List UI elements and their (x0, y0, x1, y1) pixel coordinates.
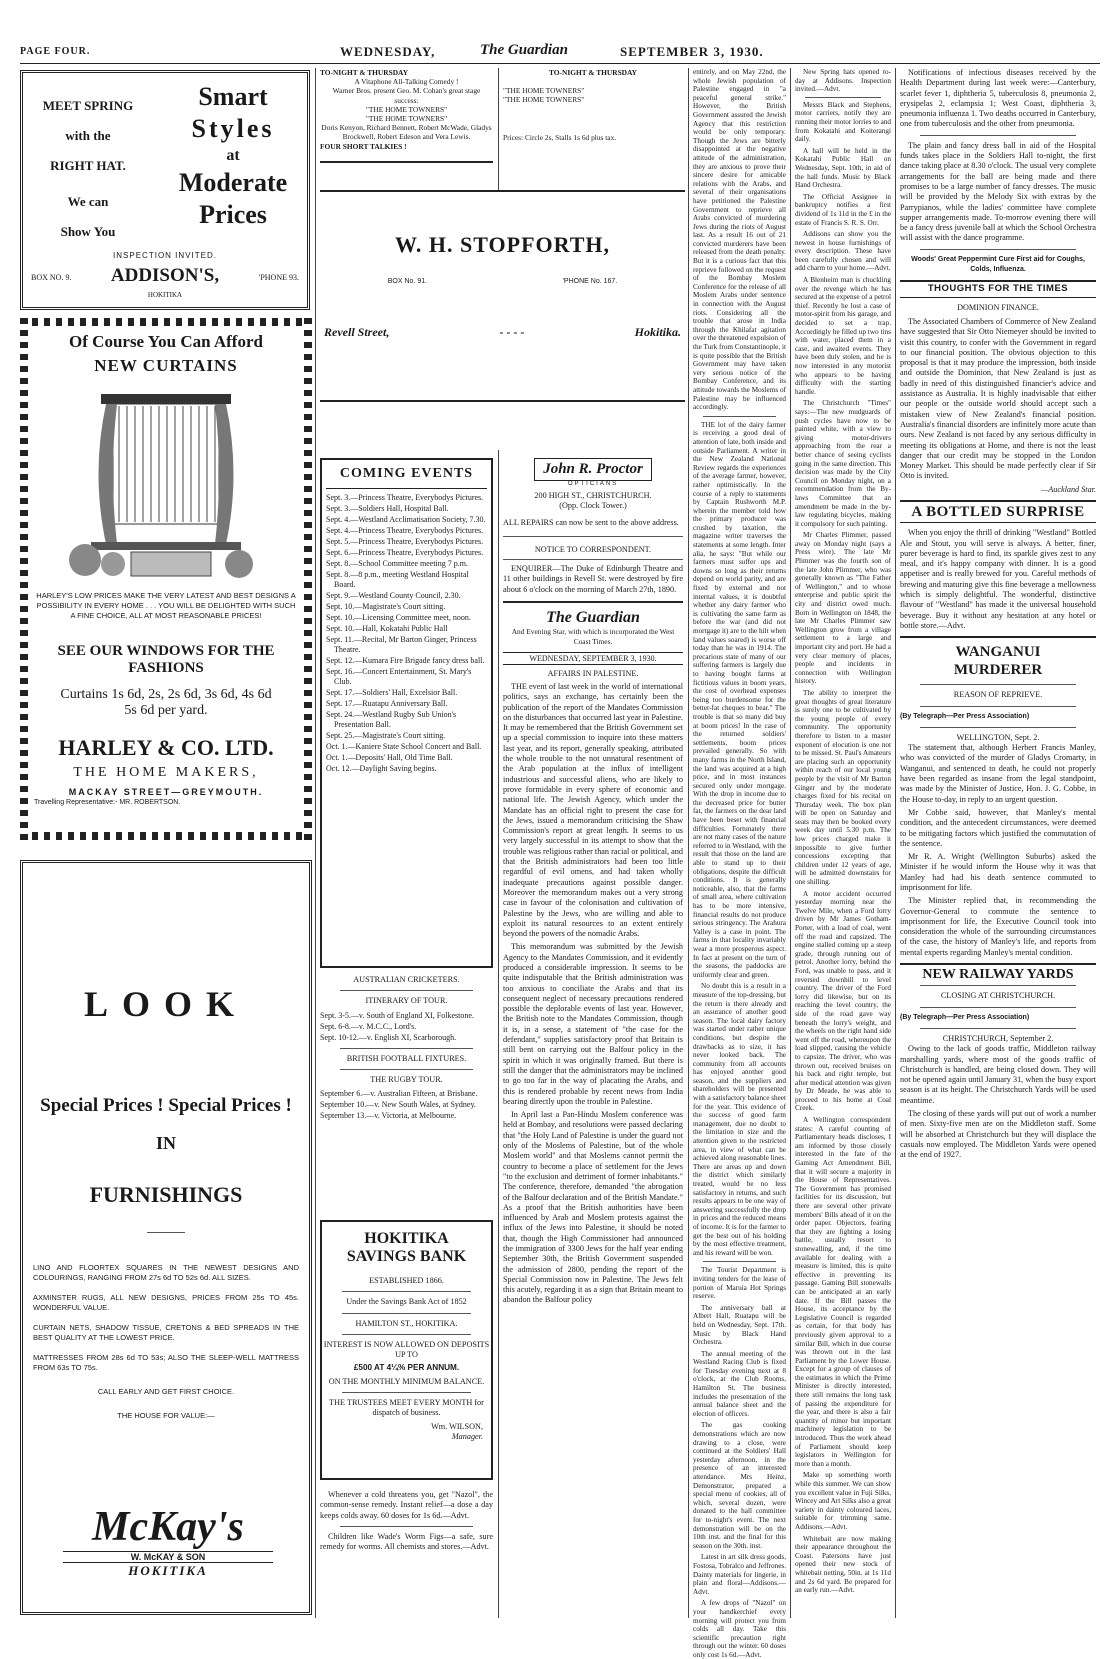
divider (340, 1069, 473, 1070)
harley-advert (20, 318, 312, 806)
proctor-address: 200 HIGH ST., CHRISTCHURCH. (534, 491, 652, 500)
divider (703, 416, 776, 417)
editorial-heading: AFFAIRS IN PALESTINE. (547, 668, 639, 678)
news-paragraph: A few drops of "Nazol" on your handkerchief every morning will protect you from colds all day. Take this scientific precaution right through out the winter. 60 doses only cost 1s 6d.—Advt. (693, 1599, 786, 1659)
heading-line: WANGANUI (955, 644, 1041, 661)
dateline: CHRISTCHURCH, September 2. (942, 1033, 1054, 1043)
list-item: Sept. 8.—8 p.m., meeting Westland Hospital Board. (326, 570, 469, 589)
divider (340, 990, 473, 991)
stopforth-phone: 'PHONE No. 167. (562, 278, 618, 285)
divider (920, 1007, 1076, 1008)
harley-windows: FASHIONS (128, 660, 204, 676)
divider (900, 636, 1096, 638)
theatre-heading: TO-NIGHT & THURSDAY (320, 68, 409, 77)
rugby-heading: THE RUGBY TOUR. (370, 1074, 443, 1084)
theatre-line: Prices: Circle 2s, Stalls 1s 6d plus tax. (503, 132, 617, 142)
news-paragraph: The annual meeting of the Westland Racing Club is fixed for Tuesday evening next at 8 o'clock, at the Club Rooms, Hamilton St. The business includes the presentation of the annual balance sheet and the election of officers. (693, 1349, 786, 1418)
news-paragraph: Mr Charles Plimmer, passed away on Monday night (says a Press wire). The late Mr Plimmer was the fourth son of the late John Plimmer, who was generally known as "The Father of Wellington," and to whose enterprise and public spirit the city and district owed much. Born in Wellington on 1848, the late Mr Charles Plimmer saw Wellington grow from a village settlement to a large and important city and port. He had a very clear memory of places, people and incidents in connection with Wellington history. (795, 531, 891, 686)
news-paragraph: Make up something worth while this summer. We can show you excellent value in Fuji Silks, Wincey and Art Silks also a great variety in dainty coloured laces, suitable for trimming same. Addisons.—Advt. (795, 1471, 891, 1531)
worm-figs-advert: Children like Wade's Worm Figs—a safe, sure remedy for worms. All chemists and stores.—Advt. (320, 1531, 493, 1552)
list-item: Sept. 3.—Soldiers Hall, Hospital Ball. (326, 504, 449, 513)
list-item: Sept. 8.—School Committee meeting 7 p.m. (326, 559, 468, 568)
rugby-list (320, 1089, 493, 1121)
list-item: Sept. 10.—Magistrate's Court sitting. (326, 602, 446, 611)
addisons-advert (20, 70, 310, 310)
news-paragraph: The anniversary ball at Albert Hall, Ruatapu will be held on Wednesday, Sept. 17th. Music by Black Hand Orchestra. (693, 1303, 786, 1347)
stopforth-town: Hokitika. (634, 325, 681, 339)
bank-interest: ON THE MONTHLY MINIMUM BALANCE. (328, 1376, 485, 1386)
list-item: Sept. 4.—Westland Acclimatisation Society, 7.30. (326, 515, 486, 524)
list-item: Sept. 12.—Kumara Fire Brigade fancy dress ball. (326, 656, 485, 665)
mckay-logo-sub: W. McKAY & SON (63, 1551, 273, 1563)
bank-signature: Wm. WILSON, (431, 1421, 483, 1431)
theatre-line: "THE HOME TOWNERS" (503, 95, 585, 105)
column-6 (900, 68, 1096, 1618)
mckay-look: LOOK (83, 984, 249, 1024)
list-item: September 13.—v. Victoria, at Melbourne. (320, 1111, 457, 1121)
mckay-item: AXMINSTER RUGS, ALL NEW DESIGNS, PRICES FROM 25s TO 45s. WONDERFUL VALUE. (33, 1293, 299, 1312)
mckay-logo (63, 1503, 273, 1593)
editorial (503, 669, 683, 1306)
curtain-window-illustration (61, 384, 271, 584)
railway-yards-heading: NEW RAILWAY YARDS (922, 967, 1074, 983)
news-paragraph: Whitebait are now making their appearance throughout the Coast. Patersons have just opened their new stock of whitebait netting, 50in. at 1s 11d and 2s 6d yard. Be prepared for an early run.—Advt. (795, 1534, 891, 1595)
news-paragraph: Addisons can show you the newest in house furnishings of every description. These have been carefully chosen and will add charm to your home.—Advt. (795, 230, 891, 273)
mckay-item: MATTRESSES FROM 28s 6d TO 53s; ALSO THE SLEEP-WELL MATTRESS FROM 63s TO 75s. (33, 1353, 299, 1372)
proctor-clock: (Opp. Clock Tower.) (559, 501, 627, 511)
addisons-line: Smart (198, 82, 268, 111)
mckay-item: LINO AND FLOORTEX SQUARES IN THE NEWEST DESIGNS AND COLOURINGS, RANGING FROM 27s 6d TO 52s 6d. ALL SIZES. (33, 1263, 299, 1282)
divider (920, 727, 1076, 728)
checker-border (20, 832, 312, 840)
divider (920, 985, 1076, 986)
theatre-line: Warner Bros. present Geo. M. Cohan's great stage success: (332, 86, 481, 105)
harley-windows: SEE OUR WINDOWS FOR THE (57, 643, 275, 659)
mckay-item: CURTAIN NETS, SHADOW TISSUE, CRETONS & BED SPREADS IN THE BEST QUALITY AT THE LOWEST PRICE. (33, 1323, 299, 1342)
reprieve-subheading: REASON OF REPRIEVE. (953, 690, 1043, 700)
mckay-item: THE HOUSE FOR VALUE:— (117, 1411, 215, 1420)
correspondent-notice (503, 545, 683, 595)
thoughts-heading-wrap (900, 280, 1096, 297)
guardian-date: WEDNESDAY, SEPTEMBER 3, 1930. (503, 652, 683, 665)
harley-prices: 5s 6d per yard. (124, 703, 208, 718)
bank-trustees: THE TRUSTEES MEET EVERY MONTH for dispatch of business. (329, 1398, 484, 1418)
list-item: Sept. 10.—Hall, Kokatahi Public Hall (326, 624, 448, 633)
notice-body: ENQUIRER—The Duke of Edinburgh Theatre and 11 other buildings in Revell St. were destroyed by fire about 6 o'clock on the morning of March 27th, 1890. (503, 564, 683, 594)
divider (147, 1232, 185, 1233)
column-rule (895, 68, 896, 1618)
list-item: Oct. 12.—Daylight Saving begins. (326, 764, 437, 773)
list-item: Sept. 4.—Princess Theatre, Everybodys Pictures. (326, 526, 484, 535)
railway-subheading: CLOSING AT CHRISTCHURCH. (940, 991, 1056, 1001)
news-paragraph: Notifications of infectious diseases received by the Health Department during last week were:—Canterbury, scarlet fever 1, diphtheria 5, tuberculosis 8, pneumonia 2, erysipelas 2, eclampsia 1; West Coast, diphtheria 3, pneumonia influenza 1. Two deaths occurred in Canterbury, one from tuberculosis and the other from pneumonia. (900, 68, 1096, 129)
addisons-right-text (163, 81, 303, 231)
column-rule (790, 68, 791, 1618)
divider (900, 963, 1096, 965)
stopforth-street: Revell Street, (324, 325, 390, 339)
news-paragraph: The Associated Chambers of Commerce of New Zealand have suggested that Sir Otto Niemeyer should be invited to visit this country, to confer with the Government in regard to our financial position. The obvious objection to this proposal is that it may produce the impression, both inside and outside the Dominion, that New Zealand is just as badly in need of this distinguished financier's advice and assistance as Australia. It is highly inadvisable that either our people or the outside world should accept such a mistaken view of New Zealand's financial position. Australia's financial disorders are infinitely more acute than ours. New Zealand is not faced by any serious difficulty in meeting its obligations at Home, and there is not the least danger that our credit may be stopped in the London Money Market. This should be made perfectly clear if Sir Otto is invited. (900, 316, 1096, 481)
news-paragraph: entirely, and on May 22nd, the whole Jewish population of Palestine engaged in "a peaceful general strike." However, the British Government assured the Jewish Agency that this restriction would be only temporary. Though the Jews are bitterly disappointed at the negative attitude of the administration, they are anxious to prove their sincere desire for amicable relations with the Arabs, and several of their organisations have petitioned the Palestine Government to reprieve all Arabs convicted of murdering Jews during the riots of August last. As a result 16 out of 21 convicted murderers have been released from the death penalty. But it is a curious fact that this reprieve followed on the request of the Bombay Moslem Conference for the release of all Moslem Arabs under sentence in connection with the August riots. Considering all the trouble that arose in India through the Khilafat agitation over the threatened expulsion of the Turk from Constantinople, it is quite possible that the British Government may have taken very serious notice of the Bombay Conference, and its attitude towards the Moslems of Palestine may be influenced accordingly. (693, 68, 787, 412)
harley-body: HARLEY'S LOW PRICES MAKE THE VERY LATEST AND BEST DESIGNS A POSSIBILITY IN EVERY HOME . . . YOU WILL BE DELIGHTED WITH SUCH A FINE CHOICE, ALL AT MOST REASONABLE PRICES! (36, 591, 296, 620)
source-credit: —Auckland Star. (1040, 484, 1096, 494)
editorial-paragraph: THE event of last week in the world of international politics, says an exchange, has certainly been the publication of the report of the Mandates Commission on the disturbances that occurred last year in Palestine. It may be remembered that the British Government set up a special commission to inquire into these matters last year, and its report, generally speaking, attributed the whole trouble to the not unnatural resentment of the Arab population at the influx of intelligent industrious and successful aliens, who are likely to prove formidable in every sphere of economic and national life. The Jewish Agency, which under the Mandate has an official right to present the case for the Jews, issued a memorandum criticising the Shaw Commission's report at great length. It seems to us very largely successful in its attempt to show that the trouble was religious rather than racial or political, and that the British administrators had been too little regardful of evil omens, and had taken wholly inadequate precautions against possible danger. Moreover the memorandum makes out a very strong case in favour of the colonisation and cultivation of Palestine by the Jews, who are willing and able to exploit its natural resources to an extent entirely beyond the powers of the nomadic Arabs. (503, 681, 683, 939)
guardian-title: The Guardian (546, 609, 640, 627)
proctor-sub: OPTICIANS (567, 481, 619, 487)
addisons-left-text (33, 91, 143, 247)
news-paragraph: The statement that, although Herbert Francis Manley, who was convicted of the murder of Gladys Cromarty, in Wanganui, and sentenced to death, he could not properly have been regarded as insane from the legal standpoint, was made by the Minister of Justice, Hon. J. G. Cobbe, in the House to-day, in reply to an urgent question. (900, 743, 1096, 804)
news-paragraph: The Tourist Department is inviting tenders for the lease of portion of Maruia Hot Springs reserve. (693, 1266, 786, 1301)
news-paragraph: The Christchurch "Times" says:—The new mudguards of push cycles have now to be painted white, with a view to giving motor-drivers approaching from the rear a better chance of seeing cyclists going in the same direction. This decision was made by the City Council on Monday night, on a recommendation from the By-laws Committee that an amendment be made in the by-law regulating bicycles, making it compulsory for such painting. (795, 399, 891, 528)
theatre-advert-right (503, 68, 683, 142)
news-paragraph: Mr Cobbe said, however, that Manley's mental condition, and the antecedent circumstances, were deemed to be mitigating factors which justified the commutation of the sentence. (900, 807, 1096, 848)
addisons-phone: 'PHONE 93. (258, 273, 299, 282)
list-item: Sept. 3.—Princess Theatre, Everybodys Pictures. (326, 493, 484, 502)
stopforth-contact (320, 278, 685, 285)
heading-line: MURDERER (953, 662, 1043, 679)
stopforth-address (320, 325, 685, 340)
list-item: Sept. 6.—Princess Theatre, Everybodys Pictures. (326, 548, 484, 557)
divider (805, 97, 881, 98)
news-paragraph: A Wellington correspondent states: A careful counting of Parliamentary heads discloses, I am informed by those closely interested in the fate of the Gaming Act Amendment Bill, that it will secure a majority in the House of Representatives. The Government has promised facilities for its discussion, but there are several other private members' Bills ahead of it on the order paper. Objectors, fearing that they are fighting a losing battle, usually resort to stonewalling, and, if the time available for dealing with a measure is limited, this is quite effective in preventing its passage. Gaming Bill stonewalls can be anticipated at an early date. If the Bill passes the House, its acceptance by the Legislative Council is regarded as certain, for that body has previously given approval to a similar Bill, which in due course was thrown out in the last Parliament by the Lower House. Except for a group of clauses of the estimates in which the Prime Minister is directly interested, there still remains the long task of passing the expenditure for the year, and there is also a fair quantity of minor but important machinery legislation to be introduced. Thus the work ahead of Parliament should keep legislators in Wellington for more than a month. (795, 1116, 891, 1468)
bank-footer-adverts (320, 1490, 493, 1555)
addisons-line: Styles (191, 114, 275, 143)
divider (703, 1261, 776, 1262)
woods-advert: Woods' Great Peppermint Cure First aid for Coughs, Colds, Influenza. (911, 255, 1085, 274)
list-item: Sept. 17.—Soldiers' Hall, Excelsior Ball. (326, 688, 458, 697)
addisons-line: with the (65, 128, 111, 143)
mckay-logo-town: HOKITIKA (128, 1563, 208, 1578)
theatre-advert (320, 68, 493, 151)
notice-heading: NOTICE TO CORRESPONDENT. (534, 544, 652, 554)
divider (340, 1526, 473, 1527)
news-paragraph: A hall will be held in the Kokatahi Public Hall on Wednesday, Sept. 10th, in aid of the hall funds. Music by Black Hand Orchestra. (795, 146, 891, 190)
bottled-surprise-heading: A BOTTLED SURPRISE (911, 503, 1085, 520)
bank-manager: Manager. (451, 1431, 483, 1441)
addisons-line: Moderate (178, 168, 288, 197)
list-item: Sept. 9.—Westland County Council, 2.30. (326, 591, 461, 600)
divider (503, 559, 683, 560)
mckay-items (23, 1263, 309, 1421)
divider (326, 488, 487, 489)
newspaper-name: The Guardian (480, 42, 568, 58)
news-paragraph: Owing to the lack of goods traffic, Middleton railway marshalling yards, where most of the goods traffic of Christchurch is handled, are being closed down. They will not be opened again until January 31, when the busy export season is at its height. The Christchurch Yards will be used meantime. (900, 1044, 1096, 1105)
divider (920, 684, 1076, 685)
list-item: September 10.—v. New South Wales, at Sydney. (320, 1100, 476, 1110)
list-item: Sept. 10-12.—v. English XI, Scarborough. (320, 1032, 457, 1042)
itinerary-heading: ITINERARY OF TOUR. (365, 996, 448, 1006)
list-item: Sept. 24.—Westland Rugby Sub Union's Presentation Ball. (326, 710, 457, 729)
divider (342, 1392, 471, 1393)
news-paragraph: A motor accident occurred yesterday morning near the Twelve Mile, when a Ford lorry driven by Mr James Gotham-Porter, with a load of coal, went off the road and capsized. The engine stalled coming up a steep grade, through running out of petrol. Another lorry, behind the Ford, was unable to pass, and it reversed downhill to level country. The driver of the Ford lorry did likewise, but on its reaching the level country, the side of the road gave way beneath the lorry's weight, and the wheels on the right hand side went off the road, whereupon the load slipped, causing the vehicle to capsize. The driver, who was thrown out, received bruises on his back and right temple, but after medical attention was given by Dr Meade, he was able to proceed to his home at Coal Creek. (795, 889, 891, 1113)
divider (920, 249, 1076, 250)
harley-name: HARLEY & CO. LTD. (58, 735, 274, 760)
harley-content (34, 332, 298, 806)
checker-border (304, 318, 312, 840)
editorial-paragraph: In April last a Pan-Hindu Moslem conference was held at Bombay, and resolutions were passed declaring that "the Holy Land of Palestine is under the guard not only of the Moslems of Palestine, but of the whole Moslem world" and that Moslems cannot permit the country to become a place of settlement for the Jews "to the exclusion and detriment of former inhabitants." The conference, therefore, demanded "the abrogation of the Balfour declaration and of the British Mandate." As a proof that the British authorities have been influenced by Arab and Moslem protests against the influx of the Jews into Palestine, it should be noted that, though the High Commissioner had announced the immigration of 3300 Jews for the half year ending September 30th, the British Government suspended the admission of 2800, pending the report of the Special Commission now in Palestine. The Jews felt this acutely, regarding it as a sign that Britain meant to abandon the Balfour policy (503, 1110, 683, 1305)
editorial-paragraph: This memorandum was submitted by the Jewish Agency to the Mandates Commission, and it evidently produced a considerable impression. It seems to be quite indisputable that the British administration was too anxious to conciliate the Arabs and that its consequent neglect of necessary precautions rendered possible the deplorable events of last year. However, the British note to the Mandates Commission, though it is, in a sense, a statement of "the case for the defendant," supplies satisfactory proof that Britain is still bent on carrying out the Balfour policy in the spirit in which it was originally framed. But there is still the danger that the administrators may be inclined to go too far in the way of placating the Arabs, and this is rendered probable by recent news from India bearing directly upon the trouble in Palestine. (503, 942, 683, 1106)
theatre-line: Doris Kenyon, Richard Bennett, Robert McWade, Gladys Brockwell, Robert Edeson and Vera Lewis. (321, 123, 492, 142)
column-3 (503, 458, 683, 1618)
addisons-line: Prices (199, 200, 267, 229)
divider (342, 1291, 471, 1292)
column-4-news (693, 68, 787, 1659)
bank-act: Under the Savings Bank Act of 1852 (346, 1297, 467, 1307)
divider (900, 522, 1096, 523)
football-heading: BRITISH FOOTBALL FIXTURES. (346, 1053, 467, 1063)
divider (900, 500, 1096, 502)
dateline: WELLINGTON, Sept. 2. (956, 732, 1040, 742)
list-item: September 6.—v. Australian Fifteen, at Brisbane. (320, 1089, 478, 1099)
addisons-line: at (226, 147, 240, 164)
mckay-item: CALL EARLY AND GET FIRST CHOICE. (97, 1387, 235, 1396)
addisons-line: RIGHT HAT. (50, 158, 126, 173)
news-paragraph: The gas cooking demonstrations which are now drawing to a close, were continued at the Soldiers' Hall yesterday afternoon, in the presence of an interested attendance. Mrs Heinz, Demonstrator, prepared a special menu of cookies, all of which, several dozen, were donated to the hall committee for to-night's event. The next demonstration will be on the 10th inst. and the final for this season on the 30th. inst. (693, 1421, 786, 1550)
mckay-furnishings: FURNISHINGS (89, 1182, 243, 1207)
news-paragraph: No doubt this is a result in a measure of the top-dressing, but the return is there already and an assurance of another good season. The local dairy factory was started under rather unique conditions, but despite the drawbacks as to size, it has never looked back. The community from all accounts has enjoyed another good season, and the suppliers and shareholders will be presented with a satisfactory balance sheet for the year. This evidence of the success of good farm management, due no doubt to the limitation in size and the attention given to the restricted area, in view of what can be achieved along reasonable lines. There are areas up and down the district which similarly treated, would be no less satisfactory in returns, and such results appears to be one way of answering successfully the drop in prices and the reduced means of income. It is for the farmer to get the best out of his holding by the most effective treatment, and his reward will be won. (693, 982, 786, 1257)
thoughts-heading: THOUGHTS FOR THE TIMES (927, 283, 1069, 295)
divider (503, 536, 683, 537)
page-number: PAGE FOUR. (20, 46, 91, 57)
stopforth-dashes: - - - - (499, 325, 525, 339)
list-item: Sept. 10.—Licensing Committee meet, noon. (326, 613, 471, 622)
harley-address: MACKAY STREET—GREYMOUTH. (68, 787, 264, 797)
nazol-advert: Whenever a cold threatens you, get "Nazol", the common-sense remedy. Instant relief—a dose a day keeps colds away. 60 doses for 1s 6d.—Advt. (320, 1490, 493, 1520)
column-5-news (795, 68, 891, 1618)
list-item: Sept. 11.—Recital, Mr Barton Ginger, Princess Theatre. (326, 635, 477, 654)
addisons-inspection: INSPECTION INVITED. (113, 251, 217, 260)
addisons-name: ADDISON'S, (110, 265, 220, 286)
stopforth-box: BOX No. 91. (387, 278, 428, 285)
dominion-finance-heading: DOMINION FINANCE. (957, 302, 1039, 312)
harley-prices: Curtains 1s 6d, 2s, 2s 6d, 3s 6d, 4s 6d (60, 687, 272, 702)
events-title: COMING EVENTS (339, 466, 474, 481)
theatre-line: "THE HOME TOWNERS" (365, 114, 448, 124)
stopforth-advert (320, 190, 685, 450)
news-paragraph: Mr R. A. Wright (Wellington Suburbs) asked the Minister if he would inform the House why it was that Manley had had his death sentence commuted to imprisonment for life. (900, 852, 1096, 892)
divider (320, 190, 685, 192)
list-item: Sept. 6-8.—v. M.C.C., Lord's. (320, 1021, 417, 1031)
tour-list (320, 1011, 493, 1043)
list-item: Oct. 1.—Kaniere State School Concert and Ball. (326, 742, 482, 751)
checker-border (20, 318, 28, 840)
theatre-line: FOUR SHORT TALKIES ! (320, 141, 407, 151)
addisons-line: Show You (60, 224, 116, 239)
divider (342, 1334, 471, 1335)
harley-heading: NEW CURTAINS (94, 356, 238, 375)
harley-rep: Travelling Representative:- MR. ROBERTSON. (34, 799, 181, 806)
events-list (322, 493, 491, 774)
proctor-logo: John R. Proctor (534, 458, 652, 481)
addisons-town: HOKITIKA (147, 291, 183, 299)
harley-subtitle: THE HOME MAKERS, (73, 765, 259, 780)
bank-address: HAMILTON ST., HOKITIKA. (355, 1318, 458, 1328)
issue-date: SEPTEMBER 3, 1930. (620, 44, 764, 59)
bank-interest: INTEREST IS NOW ALLOWED ON DEPOSITS UP TO (323, 1339, 490, 1360)
news-paragraph: New Spring hats opened to-day at Addisons. Inspection invited.—Advt. (795, 68, 891, 94)
theatre-heading: TO-NIGHT & THURSDAY (548, 68, 638, 77)
bank-name: HOKITIKA (364, 1230, 449, 1247)
divider (320, 400, 685, 402)
news-paragraph: A Blenheim man is chuckling over the revenge which he has secured at the expense of a petrol thief. Recently he lost a case of motor-spirit from his garage, and decided to set a trap. Accordingly he filled up two tins with water, placed them in a case, and awaited events. They have been duly stolen, and he is now interested in any motorist who appears to be having difficulty with the starting handle. (795, 276, 891, 396)
addisons-line: We can (67, 194, 109, 209)
cricket-heading: AUSTRALIAN CRICKETERS. (353, 975, 460, 984)
news-paragraph: The Official Assignee in bankruptcy notifies a first dividend of 1s 11d in the £ in the estate of Francis S. R. S. Orr. (795, 192, 891, 227)
news-paragraph: Messrs Black and Stephens, motor carriers, notify they are running their motor lorries to and from Kokatahi and Koiterangi daily. (795, 100, 892, 144)
bank-details (322, 1276, 491, 1442)
mckay-logo-text: McKay's (92, 1504, 244, 1550)
coming-events (320, 458, 493, 968)
theatre-line: "THE HOME TOWNERS" (503, 86, 585, 96)
mckay-special-prices: Special Prices ! Special Prices ! (40, 1095, 292, 1116)
list-item: Oct. 1.—Deposits' Hall, Old Time Ball. (326, 753, 453, 762)
bank-interest-rate: £500 AT 4¼% PER ANNUM. (353, 1363, 460, 1373)
masthead (20, 42, 1100, 64)
bank-est: ESTABLISHED 1866. (369, 1276, 444, 1285)
cricket-section (320, 975, 493, 1122)
wanganui-heading (900, 643, 1096, 679)
divider (920, 1028, 1076, 1029)
divider (340, 1048, 473, 1049)
divider (320, 161, 493, 163)
savings-bank-advert (320, 1220, 493, 1480)
news-paragraph: Latest in art silk dress goods, Fostosa, Tobralco and Jeffrones. Dainty materials for lingerie, in plain and floral—Addisons.—Advt. (693, 1553, 786, 1596)
harley-heading: Of Course You Can Afford (69, 332, 263, 351)
addisons-line: MEET SPRING (42, 98, 134, 113)
divider (342, 1313, 471, 1314)
telegraph-credit: (By Telegraph—Per Press Association) (900, 712, 1030, 720)
divider (503, 601, 683, 603)
news-paragraph: The ability to interpret the great thoughts of great literature is surely one to be cultivated by the young people of every community. The opportunity therefore to listen to a master exponent of elocution is one not to be missed. St. Paul's Amateurs are placing such an opportunity within reach of our local young people by the visit of Mr Barton Ginger and by the moderate charges fixed for his recital on Thursday week. The box plan will be open on Saturday and seats may then be booked every week day until 5.30 p.m. The low prices charged make it impossible to give further concessions excepting that children under 12 years of age, will be admitted downstairs for one shilling. (795, 688, 891, 887)
addisons-box: BOX NO. 9. (31, 273, 72, 282)
news-paragraph: The plain and fancy dress ball in aid of the Hospital funds takes place in the Soldiers Hall to-night, the first dance taking place at 8.30 o'clock. The usual very complete arrangements for the ball are being made and there promises to be a large number of fancy dresses. The music will be provided by the Melody Six with extras by the Parrypianos, while the ladies' committee have complete supper arrangements made. To-morrow evening there will be a fancy dress juvenile ball at which the School Orchestra will assist with the dance programme. (900, 140, 1096, 243)
proctor-advert (503, 458, 683, 528)
column-rule (315, 68, 316, 1618)
mckay-in: IN (155, 1133, 176, 1153)
list-item: Sept. 3-5.—v. South of England XI, Folkestone. (320, 1010, 474, 1020)
news-paragraph: THE lot of the dairy farmer is receiving a good deal of attention of late, both inside and outside Parliament. A writer in the New Zealand National Review regards the experiences of the average farmer, however, rather optimistically. In the course of a reply to statements by Captain Rushworth M.P. wherein the member told how the primary producer was crushed by taxation, the magazine writer traverses the statements at some length. Inter alia, he says: "But while our farmers must suffer ups and downs so long as their returns depend on world parity, and are fixed by external and not internal values, it is doubtful whether any dairy farmer who is cultivating the same farm as before the war (and did not mortgage it) are to the hilt when land values soared) is worse off today than he was in 1914. The precarious state of many of our suffering farmers is largely due to having bought farms at fictitious values in boom years, the cost of overhead expenses being too burdensome for the better-fat cheques to bear." The trouble is that so many did buy at boom prices! In the case of the returned soldiers' settlements, boom prices prevailed generally. So with many farms in the North Island, the land was acquired at a high price, and in most instances secured only under mortgage. With the drop in income due to the decreased price for butter fat, the farmers on the dear land have been beset with financial difficulties. Fortunately there are not many cases of the nature referred to in Westland, with the result that those on the land are able to stand up to their obligations, despite the difficult conditions. It is generally noticeable, also, that the farms of small area, where cultivation has to be more intensive, financial results do not produce serious stringency. The Arahura Valley is a case in point. The farms in that locality invariably wear a more prosperous aspect. In fact at present on the turn of the seasons, the paddocks are uniformly clear and green. (693, 420, 786, 979)
stopforth-name: W. H. STOPFORTH, (394, 232, 611, 257)
telegraph-credit: (By Telegraph—Per Press Association) (900, 1013, 1030, 1021)
theatre-line: A Vitaphone All-Talking Comedy ! (354, 77, 459, 87)
list-item: Sept. 25.—Magistrate's Court sitting. (326, 731, 446, 740)
westland-ale-advert: When you enjoy the thrill of drinking "Westland" Bottled Ale and Stout, you will serve is always. A better, finer, purer beverage is hard to find, its sparkle gives zest to any meal, and it's happy company with dinner. It is a good appetiser and is really brewed for you. Careful methods of brewing and maturing give this fine beverage a mellowness which is simply delightful. The wonderful, distinctive flavour of "Westland" has made it the universal household beverage. Buy it without any hesitation at any hotel or bottle store.—Advt. (900, 528, 1096, 630)
mckay-advert (20, 860, 312, 1615)
list-item: Sept. 5.—Princess Theatre, Everybodys Pictures. (326, 537, 484, 546)
list-item: Sept. 16.—Concert Entertainment, St. Mary's Club. (326, 667, 472, 686)
guardian-tagline: And Evening Star, with which is incorporated the West Coast Times. (511, 627, 675, 647)
divider (920, 135, 1076, 136)
divider (920, 706, 1076, 707)
news-paragraph: The Minister replied that, in recommending the Governor-General to commute the sentence to imprisonment for life, the Executive Council took into consideration the whole of the surrounding circumstances of the case, the history of Manley's life, and reports from mental experts regarding Manley's mental condition. (900, 896, 1096, 957)
proctor-repairs: ALL REPAIRS can now be sent to the above address. (503, 517, 679, 527)
column-rule (688, 68, 689, 1618)
news-paragraph: The closing of these yards will put out of work a number of men. Sixty-five men are on the Middleton staff. Some will be absorbed at Christchurch but they will displace the casuals now employed. The Middleton Yards were opened at the end of 1927. (900, 1109, 1096, 1160)
bank-name: SAVINGS BANK (346, 1248, 467, 1265)
issue-day: WEDNESDAY, (340, 44, 436, 59)
checker-border (20, 318, 312, 326)
theatre-line: "THE HOME TOWNERS" (365, 104, 448, 114)
list-item: Sept. 17.—Ruatapu Anniversary Ball. (326, 699, 448, 708)
